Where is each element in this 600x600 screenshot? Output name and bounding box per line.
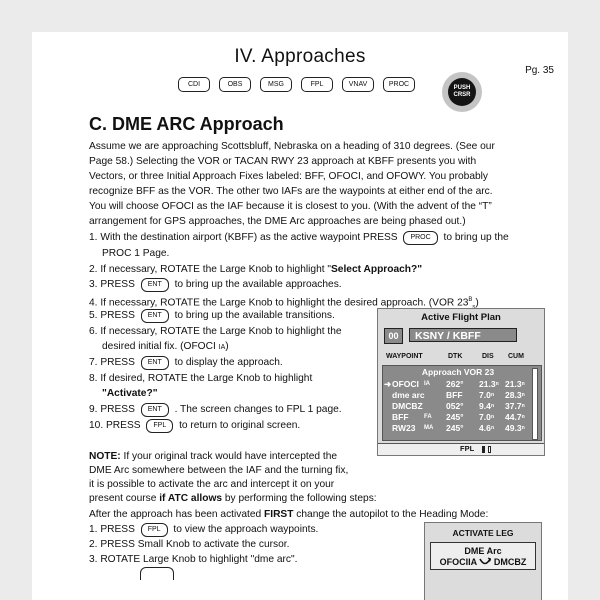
dtk: 245° [446, 412, 464, 422]
note-line: it is possible to activate the arc and intercept it on your [89, 479, 335, 490]
note-label: NOTE: [89, 451, 121, 462]
cum: 49.3ⁿ [505, 423, 525, 433]
step-text: 10. PRESS [89, 420, 141, 431]
step-6: 6. If necessary, ROTATE the Large Knob to highlight the [89, 326, 342, 337]
waypoint-id: dme arc [392, 390, 425, 400]
dis: 7.0ⁿ [479, 390, 495, 400]
dtk: 245° [446, 423, 464, 433]
step-text: ) [475, 297, 479, 309]
col-dtk: DTK [448, 353, 463, 360]
note-emphasis: if ATC allows [159, 493, 223, 504]
dis: 4.6ⁿ [479, 423, 495, 433]
step-9 [89, 402, 342, 417]
step-8-cont: "Activate?" [102, 388, 158, 399]
waypoint-id: OFOCI [392, 379, 419, 389]
fpl-scrollbar [532, 368, 538, 440]
intro-line: recognize BFF as the VOR. The other two IAFs are the waypoints at either end of the arc. [89, 186, 493, 197]
step-2 [89, 262, 422, 277]
step-text: to bring up the available approaches. [174, 279, 342, 290]
note-emphasis: FIRST [264, 509, 294, 520]
activate-leg-screen [424, 522, 542, 600]
key-row [178, 77, 415, 92]
dtk: BFF [446, 390, 463, 400]
dis: 21.3ⁿ [479, 379, 499, 389]
step-text: 2. If necessary, ROTATE the Large Knob to highlight " [89, 264, 332, 275]
waypoint-id: DMCBZ [392, 401, 423, 411]
fpl-page-label: FPL [460, 444, 475, 453]
step-text: 5. PRESS [89, 310, 135, 321]
fpl-approach-label: Approach VOR 23 [421, 367, 495, 377]
step-text: ) [225, 341, 229, 352]
fix-type: IA [424, 381, 430, 387]
activate-leg-panel [430, 542, 536, 570]
partial-button [140, 567, 174, 580]
step-text: to bring up the [443, 232, 509, 243]
arc-step-1 [89, 522, 318, 537]
ent-button: ENT [141, 356, 169, 370]
intro-line: Vectors, or three Initial Approach Fixes labeled: BFF, OFOCI, and OFOWY. You probably [89, 171, 489, 182]
vnav-key: VNAV [342, 77, 374, 92]
proc-key: PROC [383, 77, 415, 92]
leg-to: DMCBZ [493, 557, 527, 567]
waypoint-id: RW23 [392, 423, 416, 433]
fpl-route: KSNY / KBFF [409, 328, 517, 342]
section-title: IV. Approaches [234, 46, 366, 67]
step-text: to return to original screen. [179, 420, 301, 431]
note-text: change the autopilot to the Heading Mode: [293, 509, 489, 520]
activate-leg-route [431, 557, 535, 568]
page-indicator-icon [488, 446, 491, 453]
intro-line: You will choose OFOCI as the IAF because it is closest to you. (With the advent of the “T” [89, 201, 492, 212]
knob-label-push: PUSH [453, 85, 471, 91]
arc-arrow-icon [479, 557, 491, 566]
fpl-number: 00 [384, 328, 403, 344]
push-crsr-knob-icon [442, 72, 482, 112]
step-text: to bring up the available transitions. [174, 310, 335, 321]
fix-type: FA [424, 414, 432, 420]
leg-from: OFOCIIA [439, 557, 477, 567]
ent-button: ENT [141, 403, 169, 417]
page-heading: C. DME ARC Approach [89, 114, 284, 134]
ent-button: ENT [141, 309, 169, 323]
step-6-cont [102, 339, 229, 355]
step-text: desired initial fix. (OFOCI [102, 341, 216, 352]
intro-line: arrangement for GPS approaches, the DME Arc approaches are being phased out.) [89, 216, 466, 227]
note-line [89, 507, 488, 522]
step-emphasis: Select Approach? [331, 264, 418, 275]
step-text: to display the approach. [174, 357, 283, 368]
step-text: 9. PRESS [89, 404, 135, 415]
note-line: DME Arc somewhere between the IAF and the turning fix, [89, 465, 349, 476]
activate-leg-name: DME Arc [464, 546, 502, 556]
dis: 7.0ⁿ [479, 412, 495, 422]
step-text: 1. With the destination airport (KBFF) as the active waypoint PRESS [89, 232, 398, 243]
knob-label [448, 78, 476, 106]
step-text: 7. PRESS [89, 357, 135, 368]
waypoint-id: BFF [392, 412, 409, 422]
note-line [89, 449, 337, 464]
manual-page [32, 32, 568, 600]
page-number: Pg. 35 [525, 65, 554, 76]
fpl-button: FPL [141, 523, 168, 537]
cum: 21.3ⁿ [505, 379, 525, 389]
step-5 [89, 308, 335, 323]
page-indicator-icon [482, 446, 485, 453]
note-line [89, 491, 377, 506]
fpl-key: FPL [301, 77, 333, 92]
cum: 37.7ⁿ [505, 401, 525, 411]
dis: 9.4ⁿ [479, 401, 495, 411]
col-cum: CUM [508, 353, 524, 360]
obs-key: OBS [219, 77, 251, 92]
arc-step-3: 3. ROTATE Large Knob to highlight "dme arc". [89, 554, 298, 565]
proc-button: PROC [403, 231, 437, 245]
step-7 [89, 355, 283, 370]
fpl-title: Active Flight Plan [421, 312, 501, 323]
step-3 [89, 277, 342, 292]
note-text: present course [89, 493, 160, 504]
dtk: 052° [446, 401, 464, 411]
activate-leg-title: ACTIVATE LEG [452, 528, 514, 538]
fix-type-label: IA [218, 344, 226, 351]
step-text: to view the approach waypoints. [173, 524, 319, 535]
step-text: 4. If necessary, ROTATE the Large Knob to highlight the desired approach. (VOR 23 [89, 297, 469, 309]
note-text: If your original track would have intercepted the [120, 451, 338, 462]
col-waypoint: WAYPOINT [386, 353, 423, 360]
active-leg-arrow-icon: ➜ [384, 379, 392, 389]
knob-label-crsr: CRSR [453, 92, 471, 98]
fpl-button: FPL [146, 419, 173, 433]
fpl-status-bar [378, 443, 544, 455]
step-superscript: B [468, 297, 473, 303]
step-1 [89, 230, 509, 245]
active-flight-plan-screen [377, 308, 545, 456]
cdi-key: CDI [178, 77, 210, 92]
step-1-cont: PROC 1 Page. [102, 248, 170, 259]
msg-key: MSG [260, 77, 292, 92]
intro-line: Assume we are approaching Scottsbluff, Nebraska on a heading of 310 degrees. (See our [89, 141, 495, 152]
step-10 [89, 418, 300, 433]
cum: 44.7ⁿ [505, 412, 525, 422]
arc-step-2: 2. PRESS Small Knob to activate the cursor. [89, 539, 290, 550]
fpl-waypoint-list [382, 365, 542, 441]
ent-button: ENT [141, 278, 169, 292]
step-text: 1. PRESS [89, 524, 135, 535]
col-dis: DIS [482, 353, 494, 360]
step-text: . The screen changes to FPL 1 page. [174, 404, 342, 415]
dtk: 262° [446, 379, 464, 389]
step-8: 8. If desired, ROTATE the Large Knob to highlight [89, 373, 313, 384]
step-text: " [417, 264, 423, 275]
fix-type: MA [424, 425, 434, 431]
cum: 28.3ⁿ [505, 390, 525, 400]
note-text: After the approach has been activated [89, 509, 265, 520]
step-text: 3. PRESS [89, 279, 135, 290]
note-text: by performing the following steps: [222, 493, 377, 504]
intro-line: Page 58.) Selecting the VOR or TACAN RWY 23 approach at KBFF presents you with [89, 156, 477, 167]
